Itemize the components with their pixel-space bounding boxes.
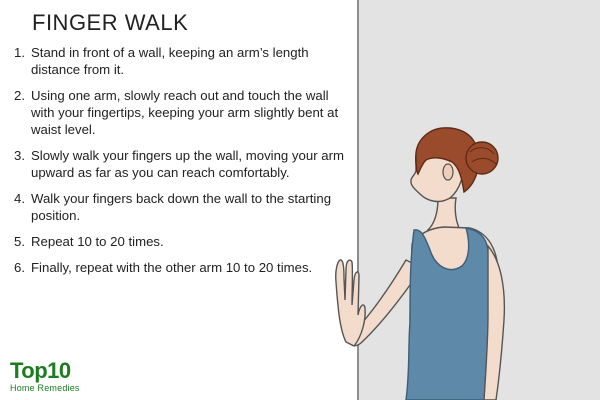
list-item bbox=[14, 190, 344, 224]
step-text: Slowly walk your fingers up the wall, moving your arm upward as far as you can reach comfortably. bbox=[31, 148, 344, 180]
list-item bbox=[14, 233, 344, 250]
steps-list bbox=[14, 44, 344, 276]
list-item bbox=[14, 44, 344, 78]
logo-brand-text: Top10 bbox=[10, 358, 71, 383]
step-number: 5. bbox=[14, 234, 25, 249]
page-title: FINGER WALK bbox=[32, 10, 189, 35]
step-text: Using one arm, slowly reach out and touch the wall with your fingertips, keeping your arm slightly bent at waist level. bbox=[31, 88, 339, 137]
step-number: 1. bbox=[14, 45, 25, 60]
step-number: 4. bbox=[14, 191, 25, 206]
step-text: Repeat 10 to 20 times. bbox=[31, 234, 164, 249]
list-item bbox=[14, 147, 344, 181]
list-item bbox=[14, 87, 344, 138]
step-number: 2. bbox=[14, 88, 25, 103]
woman-illustration bbox=[310, 110, 600, 400]
brand-logo bbox=[10, 360, 105, 396]
step-text: Finally, repeat with the other arm 10 to 20 times. bbox=[31, 260, 313, 275]
step-number: 3. bbox=[14, 148, 25, 163]
step-text: Stand in front of a wall, keeping an arm’s length distance from it. bbox=[31, 45, 309, 77]
step-number: 6. bbox=[14, 260, 25, 275]
step-text: Walk your fingers back down the wall to the starting position. bbox=[31, 191, 332, 223]
logo-subtitle: Home Remedies bbox=[10, 383, 80, 393]
list-item bbox=[14, 259, 344, 276]
